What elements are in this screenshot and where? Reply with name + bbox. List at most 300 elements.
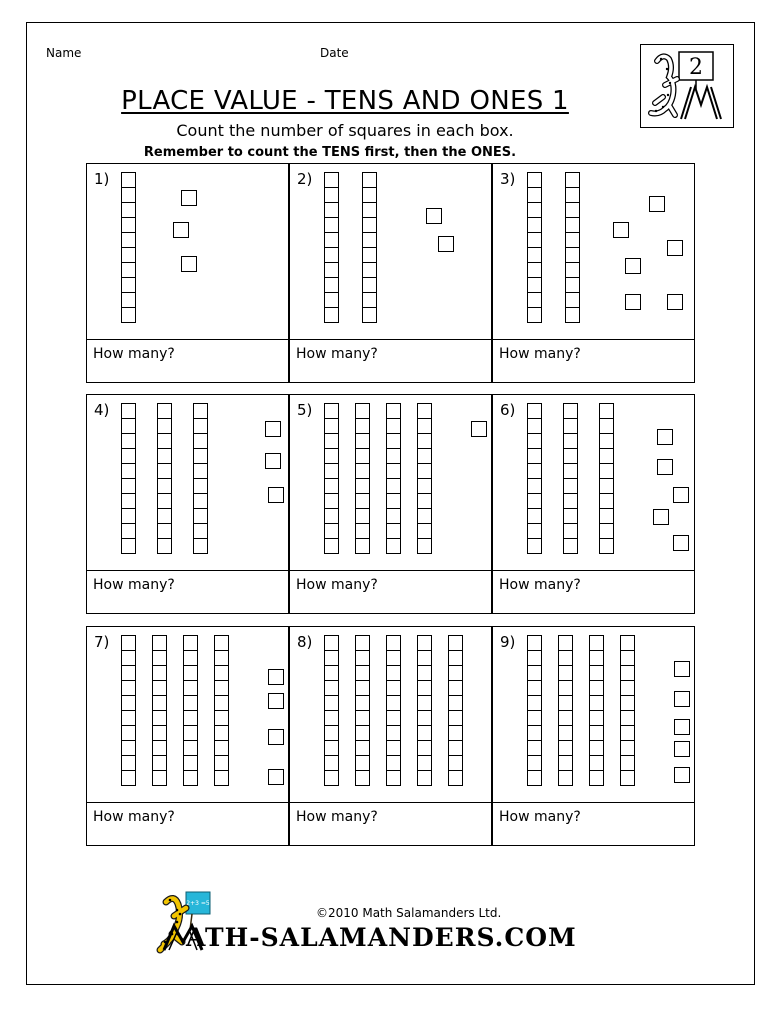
unit-cell [565, 188, 580, 203]
unit-cell [563, 539, 578, 554]
how-many-label: How many? [93, 577, 175, 593]
unit-cell [558, 756, 573, 771]
unit-cell [121, 726, 136, 741]
unit-cell [152, 756, 167, 771]
unit-cell [565, 248, 580, 263]
unit-cell [355, 494, 370, 509]
unit-cell [152, 711, 167, 726]
ones-square [265, 453, 281, 469]
tens-rod [589, 635, 604, 786]
unit-cell [589, 726, 604, 741]
tens-rod [355, 403, 370, 554]
unit-cell [324, 726, 339, 741]
unit-cell [599, 539, 614, 554]
unit-cell [121, 494, 136, 509]
unit-cell [563, 449, 578, 464]
date-label: Date [320, 46, 349, 60]
answer-area[interactable] [87, 802, 288, 845]
unit-cell [355, 696, 370, 711]
unit-cell [324, 756, 339, 771]
unit-cell [324, 464, 339, 479]
unit-cell [386, 711, 401, 726]
unit-cell [121, 419, 136, 434]
unit-cell [152, 666, 167, 681]
instruction-text: Remember to count the TENS first, then the ONES. [143, 145, 517, 160]
ones-square [674, 741, 690, 757]
question-number: 4) [94, 401, 110, 419]
unit-cell [121, 756, 136, 771]
tens-rod [563, 403, 578, 554]
unit-cell [417, 726, 432, 741]
ones-square [438, 236, 454, 252]
unit-cell [527, 711, 542, 726]
unit-cell [417, 449, 432, 464]
unit-cell [558, 681, 573, 696]
unit-cell [157, 494, 172, 509]
unit-cell [121, 449, 136, 464]
unit-cell [448, 636, 463, 651]
unit-cell [362, 248, 377, 263]
unit-cell [157, 449, 172, 464]
unit-cell [324, 539, 339, 554]
unit-cell [599, 479, 614, 494]
unit-cell [386, 434, 401, 449]
unit-cell [527, 741, 542, 756]
unit-cell [193, 434, 208, 449]
tens-rod [527, 172, 542, 323]
how-many-label: How many? [499, 346, 581, 362]
ones-square [674, 691, 690, 707]
unit-cell [121, 308, 136, 323]
unit-cell [558, 726, 573, 741]
unit-cell [386, 449, 401, 464]
answer-area[interactable] [290, 570, 491, 613]
answer-area[interactable] [87, 339, 288, 382]
unit-cell [448, 771, 463, 786]
unit-cell [324, 711, 339, 726]
unit-cell [324, 494, 339, 509]
answer-area[interactable] [493, 339, 694, 382]
unit-cell [193, 464, 208, 479]
unit-cell [193, 509, 208, 524]
unit-cell [563, 419, 578, 434]
unit-cell [324, 308, 339, 323]
unit-cell [121, 524, 136, 539]
unit-cell [386, 636, 401, 651]
ones-square [426, 208, 442, 224]
ones-square [667, 240, 683, 256]
unit-cell [417, 524, 432, 539]
unit-cell [324, 419, 339, 434]
tens-rod [448, 635, 463, 786]
unit-cell [324, 218, 339, 233]
unit-cell [193, 404, 208, 419]
unit-cell [527, 479, 542, 494]
question-number: 9) [500, 633, 516, 651]
unit-cell [448, 666, 463, 681]
unit-cell [324, 293, 339, 308]
unit-cell [193, 539, 208, 554]
unit-cell [362, 233, 377, 248]
unit-cell [417, 681, 432, 696]
ones-square [181, 190, 197, 206]
unit-cell [565, 293, 580, 308]
unit-cell [183, 651, 198, 666]
question-box [86, 626, 289, 846]
unit-cell [355, 756, 370, 771]
unit-cell [417, 404, 432, 419]
ones-square [471, 421, 487, 437]
unit-cell [121, 464, 136, 479]
unit-cell [152, 696, 167, 711]
unit-cell [527, 278, 542, 293]
unit-cell [121, 771, 136, 786]
unit-cell [599, 434, 614, 449]
unit-cell [355, 651, 370, 666]
unit-cell [589, 651, 604, 666]
question-box [492, 163, 695, 383]
unit-cell [527, 449, 542, 464]
unit-cell [620, 756, 635, 771]
unit-cell [417, 539, 432, 554]
unit-cell [558, 651, 573, 666]
unit-cell [417, 711, 432, 726]
unit-cell [386, 756, 401, 771]
answer-area[interactable] [493, 570, 694, 613]
unit-cell [417, 756, 432, 771]
unit-cell [121, 173, 136, 188]
tens-rod [157, 403, 172, 554]
unit-cell [563, 464, 578, 479]
unit-cell [620, 636, 635, 651]
unit-cell [589, 771, 604, 786]
unit-cell [214, 771, 229, 786]
unit-cell [386, 494, 401, 509]
tens-rod [362, 172, 377, 323]
unit-cell [448, 681, 463, 696]
unit-cell [386, 696, 401, 711]
unit-cell [214, 711, 229, 726]
unit-cell [152, 741, 167, 756]
ones-square [625, 258, 641, 274]
unit-cell [417, 666, 432, 681]
unit-cell [193, 494, 208, 509]
question-box [86, 163, 289, 383]
tens-rod [214, 635, 229, 786]
answer-area[interactable] [290, 339, 491, 382]
unit-cell [324, 263, 339, 278]
unit-cell [355, 771, 370, 786]
unit-cell [362, 188, 377, 203]
unit-cell [355, 711, 370, 726]
unit-cell [355, 464, 370, 479]
unit-cell [157, 479, 172, 494]
unit-cell [183, 681, 198, 696]
question-box [492, 626, 695, 846]
tens-rod [599, 403, 614, 554]
unit-cell [157, 434, 172, 449]
tens-rod [527, 403, 542, 554]
unit-cell [563, 434, 578, 449]
unit-cell [527, 263, 542, 278]
tens-rod [620, 635, 635, 786]
question-number: 6) [500, 401, 516, 419]
unit-cell [157, 419, 172, 434]
unit-cell [599, 464, 614, 479]
unit-cell [599, 494, 614, 509]
unit-cell [527, 188, 542, 203]
unit-cell [527, 756, 542, 771]
unit-cell [386, 741, 401, 756]
question-box [492, 394, 695, 614]
question-box [289, 626, 492, 846]
unit-cell [355, 539, 370, 554]
unit-cell [599, 524, 614, 539]
unit-cell [214, 726, 229, 741]
unit-cell [527, 464, 542, 479]
unit-cell [193, 524, 208, 539]
ones-square [674, 767, 690, 783]
ones-square [625, 294, 641, 310]
unit-cell [183, 711, 198, 726]
unit-cell [362, 218, 377, 233]
unit-cell [448, 726, 463, 741]
question-box [86, 394, 289, 614]
ones-square [674, 719, 690, 735]
unit-cell [448, 711, 463, 726]
unit-cell [324, 509, 339, 524]
unit-cell [121, 741, 136, 756]
unit-cell [362, 263, 377, 278]
unit-cell [620, 666, 635, 681]
unit-cell [193, 449, 208, 464]
unit-cell [620, 771, 635, 786]
unit-cell [417, 479, 432, 494]
unit-cell [563, 404, 578, 419]
unit-cell [121, 218, 136, 233]
unit-cell [563, 494, 578, 509]
unit-cell [448, 696, 463, 711]
how-many-label: How many? [93, 809, 175, 825]
unit-cell [527, 636, 542, 651]
unit-cell [324, 188, 339, 203]
unit-cell [620, 741, 635, 756]
unit-cell [565, 173, 580, 188]
unit-cell [589, 756, 604, 771]
unit-cell [324, 404, 339, 419]
unit-cell [386, 666, 401, 681]
unit-cell [183, 741, 198, 756]
unit-cell [589, 666, 604, 681]
ones-square [649, 196, 665, 212]
unit-cell [417, 696, 432, 711]
how-many-label: How many? [296, 809, 378, 825]
unit-cell [152, 651, 167, 666]
unit-cell [152, 771, 167, 786]
grade-number: 2 [689, 55, 703, 80]
ones-square [667, 294, 683, 310]
unit-cell [324, 741, 339, 756]
unit-cell [563, 524, 578, 539]
unit-cell [324, 278, 339, 293]
unit-cell [324, 651, 339, 666]
unit-cell [157, 539, 172, 554]
unit-cell [558, 771, 573, 786]
copyright-text: ©2010 Math Salamanders Ltd. [316, 906, 502, 920]
tens-rod [324, 635, 339, 786]
ones-square [181, 256, 197, 272]
unit-cell [589, 741, 604, 756]
brand-wordmark: ATH-SALAMANDERS.COM [186, 923, 577, 952]
ones-square [173, 222, 189, 238]
unit-cell [362, 293, 377, 308]
answer-area[interactable] [87, 570, 288, 613]
unit-cell [527, 218, 542, 233]
unit-cell [527, 233, 542, 248]
unit-cell [121, 479, 136, 494]
unit-cell [355, 434, 370, 449]
question-number: 8) [297, 633, 313, 651]
unit-cell [565, 263, 580, 278]
unit-cell [324, 636, 339, 651]
ones-square [673, 487, 689, 503]
tens-rod [183, 635, 198, 786]
unit-cell [448, 741, 463, 756]
name-label: Name [46, 46, 82, 60]
unit-cell [121, 263, 136, 278]
unit-cell [183, 756, 198, 771]
unit-cell [417, 434, 432, 449]
unit-cell [558, 696, 573, 711]
how-many-label: How many? [499, 577, 581, 593]
unit-cell [355, 509, 370, 524]
tens-rod [324, 172, 339, 323]
unit-cell [527, 308, 542, 323]
ones-square [268, 769, 284, 785]
unit-cell [324, 233, 339, 248]
unit-cell [121, 233, 136, 248]
page-subtitle: Count the number of squares in each box. [176, 121, 514, 140]
unit-cell [620, 681, 635, 696]
ones-square [653, 509, 669, 525]
unit-cell [589, 681, 604, 696]
unit-cell [157, 404, 172, 419]
unit-cell [527, 173, 542, 188]
unit-cell [527, 293, 542, 308]
unit-cell [565, 308, 580, 323]
unit-cell [386, 509, 401, 524]
svg-text:2+3 =5: 2+3 =5 [186, 900, 210, 907]
question-box [289, 394, 492, 614]
ones-square [268, 729, 284, 745]
tens-rod [417, 403, 432, 554]
how-many-label: How many? [296, 577, 378, 593]
unit-cell [324, 449, 339, 464]
unit-cell [527, 771, 542, 786]
unit-cell [599, 509, 614, 524]
ones-square [657, 459, 673, 475]
answer-area[interactable] [290, 802, 491, 845]
unit-cell [386, 681, 401, 696]
unit-cell [121, 248, 136, 263]
tens-rod [417, 635, 432, 786]
unit-cell [355, 741, 370, 756]
unit-cell [121, 711, 136, 726]
tens-rod [527, 635, 542, 786]
unit-cell [527, 203, 542, 218]
unit-cell [355, 636, 370, 651]
unit-cell [386, 726, 401, 741]
unit-cell [417, 651, 432, 666]
unit-cell [121, 203, 136, 218]
unit-cell [527, 539, 542, 554]
tens-rod [121, 635, 136, 786]
ones-square [268, 693, 284, 709]
unit-cell [324, 248, 339, 263]
unit-cell [527, 696, 542, 711]
unit-cell [527, 434, 542, 449]
unit-cell [214, 651, 229, 666]
unit-cell [355, 524, 370, 539]
unit-cell [558, 636, 573, 651]
unit-cell [565, 203, 580, 218]
how-many-label: How many? [296, 346, 378, 362]
ones-square [613, 222, 629, 238]
question-box [289, 163, 492, 383]
unit-cell [355, 681, 370, 696]
unit-cell [386, 479, 401, 494]
unit-cell [565, 218, 580, 233]
ones-square [268, 669, 284, 685]
unit-cell [183, 726, 198, 741]
unit-cell [193, 479, 208, 494]
unit-cell [324, 666, 339, 681]
unit-cell [183, 666, 198, 681]
answer-area[interactable] [493, 802, 694, 845]
unit-cell [386, 404, 401, 419]
unit-cell [417, 509, 432, 524]
unit-cell [386, 524, 401, 539]
unit-cell [324, 173, 339, 188]
unit-cell [558, 741, 573, 756]
unit-cell [362, 203, 377, 218]
unit-cell [620, 726, 635, 741]
unit-cell [121, 188, 136, 203]
unit-cell [417, 464, 432, 479]
unit-cell [565, 278, 580, 293]
unit-cell [121, 539, 136, 554]
ones-square [674, 661, 690, 677]
how-many-label: How many? [93, 346, 175, 362]
unit-cell [599, 419, 614, 434]
unit-cell [362, 308, 377, 323]
unit-cell [152, 681, 167, 696]
unit-cell [355, 726, 370, 741]
unit-cell [589, 711, 604, 726]
unit-cell [558, 666, 573, 681]
unit-cell [527, 651, 542, 666]
tens-rod [193, 403, 208, 554]
unit-cell [324, 771, 339, 786]
unit-cell [324, 696, 339, 711]
unit-cell [448, 756, 463, 771]
unit-cell [157, 524, 172, 539]
unit-cell [362, 173, 377, 188]
unit-cell [324, 681, 339, 696]
unit-cell [565, 233, 580, 248]
unit-cell [214, 696, 229, 711]
unit-cell [417, 771, 432, 786]
